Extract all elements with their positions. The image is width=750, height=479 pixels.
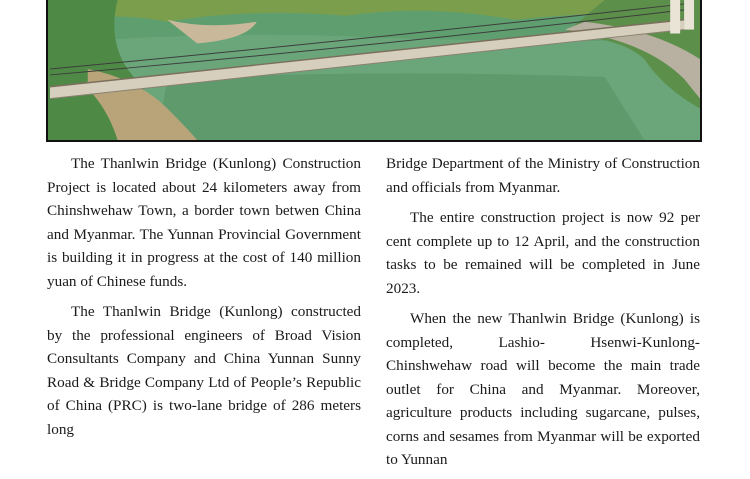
article-paragraph: Bridge Department of the Ministry of Construction and officials from Myanmar. [386,155,700,196]
bridge-photo [46,0,702,142]
article-paragraph: The entire construction project is now 92 per cent complete up to 12 April, and the construction tasks to be remained will be completed in June 2023. [386,209,700,297]
article-paragraph: The Thanlwin Bridge (Kunlong) constructed by the professional engineers of Broad Vision Consultants Company and China Yunnan Sunny Road & Bridge Company Ltd of People’s Republic of China (PRC) is two-lane bridge of 286 meters long [47,303,361,438]
suspension-bridge-over-river-image [48,0,700,140]
article-column-right [386,152,700,479]
article-paragraph: The Thanlwin Bridge (Kunlong) Construction Project is located about 24 kilometers away from Chinshwehaw Town, a border town betwen China and Myanmar. The Yunnan Provincial Government is building it in progress at the cost of 140 million yuan of Chinese funds. [47,155,361,290]
article-column-left [47,152,361,448]
article-paragraph: When the new Thanlwin Bridge (Kunlong) is completed, Lashio- Hsenwi-Kunlong-Chinshwehaw road will become the main trade outlet for China and Myanmar. Moreover, agriculture products including sugarcane, pulses, corns and sesames from Myanmar will be exported to Yunnan [386,310,700,468]
